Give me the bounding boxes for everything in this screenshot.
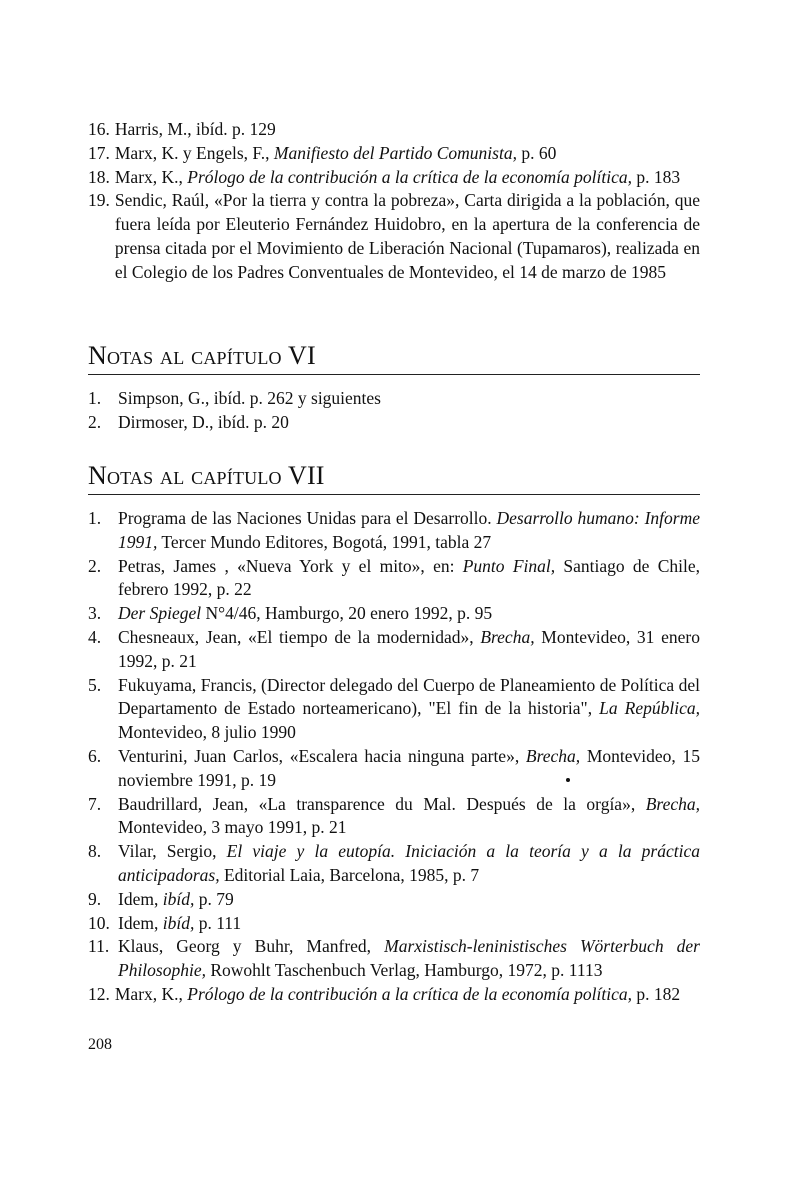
text-run: Marx, K., <box>114 983 188 1004</box>
text-run: Idem, <box>118 888 163 909</box>
note-number: 7. <box>88 793 102 814</box>
text-run: Klaus, Georg y Buhr, Manfred, <box>118 936 385 957</box>
chapter-vi-heading: Notas al capítulo VI <box>88 340 700 375</box>
endnote <box>88 935 700 983</box>
text-run: Vilar, Sergio, <box>118 841 227 862</box>
italic-title: Prólogo de la contribución a la crítica de la economía política, <box>187 166 633 187</box>
italic-title: ibíd, <box>162 888 195 909</box>
page-number: 208 <box>88 1036 112 1053</box>
note-number: 18. <box>88 166 110 187</box>
note-text <box>115 142 700 166</box>
note-text <box>115 118 700 142</box>
text-run: Marx, K. y Engels, F., <box>114 142 274 163</box>
note-text <box>115 189 700 284</box>
text-run: Tercer Mundo Editores, Bogotá, 1991, tabla 27 <box>157 531 492 552</box>
text-run: p. 79 <box>194 888 234 909</box>
note-text <box>118 888 700 912</box>
endnote <box>88 840 700 888</box>
endnote <box>88 626 700 674</box>
italic-title: Brecha, <box>645 793 700 814</box>
endnote <box>88 189 700 284</box>
note-text <box>118 555 700 603</box>
notes-chapter-vi <box>88 387 700 435</box>
note-text <box>118 935 700 983</box>
note-text <box>115 983 700 1007</box>
endnote <box>88 983 700 1007</box>
text-run: Petras, James , «Nueva York y el mito», en: <box>118 555 463 576</box>
endnote <box>88 912 700 936</box>
note-text <box>118 912 700 936</box>
text-run: Sendic, Raúl, «Por la tierra y contra la pobreza», Carta dirigida a la población, que fuera leída por Eleuterio Fernández Huidobro, en la apertura de la conferencia de prensa citada por el Movimiento de Liberación Nacional (Tupamaros), realizada en el Colegio de los Padres Conventuales de Montevideo, el 14 de marzo de 1985 <box>114 190 700 282</box>
text-run: Venturini, Juan Carlos, «Escalera hacia ninguna parte», <box>118 745 526 766</box>
note-text <box>118 793 700 841</box>
note-number: 16. <box>88 119 110 139</box>
text-run: N°4/46, Hamburgo, 20 enero 1992, p. 95 <box>201 603 493 624</box>
endnote <box>88 555 700 603</box>
endnote <box>88 674 700 745</box>
endnote <box>88 507 700 555</box>
note-number: 5. <box>88 674 102 695</box>
note-text <box>118 602 700 626</box>
italic-title: ibíd, <box>162 912 195 933</box>
endnote <box>88 118 700 142</box>
text-run: Marx, K., <box>114 166 188 187</box>
endnote <box>88 888 700 912</box>
italic-title: Punto Final, <box>462 555 556 576</box>
italic-title: Manifiesto del Partido Comunista, <box>273 142 517 163</box>
note-number: 12. <box>88 983 110 1004</box>
text-run: Chesneaux, Jean, «El tiempo de la modernidad», <box>118 626 481 647</box>
notes-previous-chapter <box>88 118 700 285</box>
note-text <box>118 674 700 745</box>
text-run: Baudrillard, Jean, «La transparence du Mal. Después de la orgía», <box>118 793 646 814</box>
note-number: 8. <box>88 841 102 862</box>
endnote <box>88 411 700 435</box>
text-run: Simpson, G., ibíd. p. 262 y siguientes <box>118 388 381 408</box>
note-number: 1. <box>88 508 102 528</box>
note-number: 10. <box>88 912 110 933</box>
text-run: Rowohlt Taschenbuch Verlag, Hamburgo, 1972, p. 1113 <box>205 960 603 981</box>
text-run: Montevideo, 8 julio 1990 <box>118 722 296 743</box>
chapter-vii-heading: Notas al capítulo VII <box>88 460 700 495</box>
italic-title: Marxistisch-leninistisches Wörterbuch der Philosophie, <box>118 936 700 981</box>
note-text <box>118 507 700 555</box>
text-run: p. 183 <box>632 166 681 187</box>
text-run: Montevideo, 3 mayo 1991, p. 21 <box>118 817 347 838</box>
stray-ink-dot <box>566 778 570 782</box>
italic-title: Prólogo de la contribución a la crítica de la economía política, <box>187 983 633 1004</box>
text-run: Programa de las Naciones Unidas para el Desarrollo. <box>118 508 497 528</box>
note-number: 6. <box>88 745 102 766</box>
text-run: p. 111 <box>194 912 242 933</box>
note-number: 11. <box>88 936 110 957</box>
note-number: 2. <box>88 411 102 432</box>
italic-title: Brecha, <box>480 626 535 647</box>
note-number: 2. <box>88 555 102 576</box>
notes-chapter-vii <box>88 507 700 1007</box>
text-run: Idem, <box>118 912 163 933</box>
text-run: Harris, M., ibíd. p. 129 <box>114 119 276 139</box>
text-run: p. 182 <box>632 983 681 1004</box>
note-text <box>118 745 700 793</box>
text-run: Montevideo, 31 enero 1992, p. 21 <box>118 626 700 671</box>
note-text <box>115 166 700 190</box>
italic-title: Desarrollo humano: Informe 1991, <box>118 508 700 552</box>
note-text <box>118 387 700 411</box>
note-number: 19. <box>88 190 110 211</box>
text-run: Dirmoser, D., ibíd. p. 20 <box>118 411 289 432</box>
endnote <box>88 602 700 626</box>
text-run: Fukuyama, Francis, (Director delegado del Cuerpo de Planeamiento de Política del Departamento de Estado norteamericano), "El fin de la historia", <box>118 674 700 719</box>
note-text <box>118 626 700 674</box>
note-number: 1. <box>88 388 102 408</box>
note-number: 4. <box>88 626 102 647</box>
note-text <box>118 411 700 435</box>
text-run: Santiago de Chile, febrero 1992, p. 22 <box>118 555 700 600</box>
italic-title: El viaje y la eutopía. Iniciación a la teoría y a la práctica anticipadoras, <box>118 841 700 885</box>
note-number: 3. <box>88 603 102 624</box>
endnote <box>88 142 700 166</box>
note-number: 9. <box>88 888 102 909</box>
endnote <box>88 387 700 411</box>
text-run: p. 60 <box>516 142 557 163</box>
endnote <box>88 745 700 793</box>
italic-title: La República, <box>599 698 700 719</box>
italic-title: Brecha, <box>525 745 581 766</box>
note-number: 17. <box>88 142 110 163</box>
endnote <box>88 793 700 841</box>
text-run: Editorial Laia, Barcelona, 1985, p. 7 <box>219 864 480 885</box>
text-run: Montevideo, 15 noviembre 1991, p. 19 <box>118 745 700 790</box>
italic-title: Der Spiegel <box>118 603 202 624</box>
endnote <box>88 166 700 190</box>
note-text <box>118 840 700 888</box>
